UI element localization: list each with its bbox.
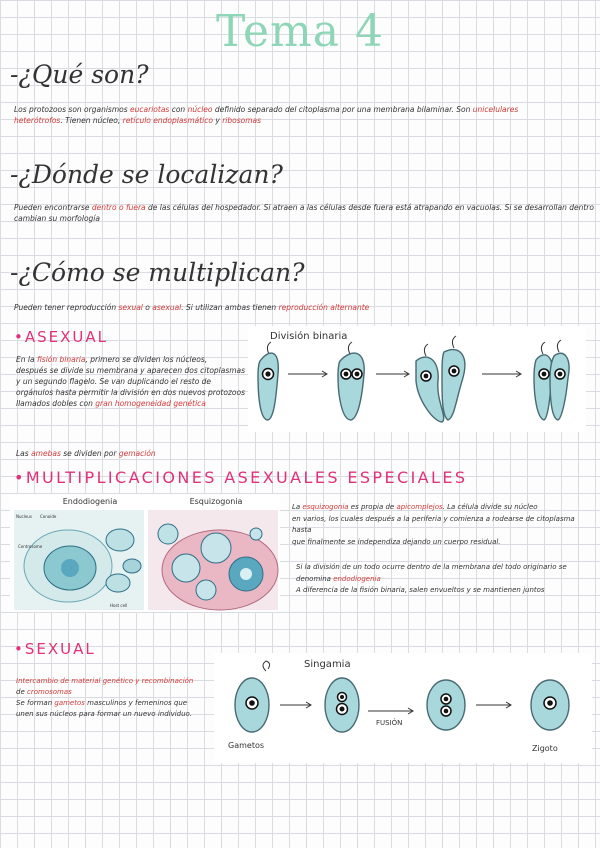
heading-que-son: -¿Qué son? [10, 60, 149, 89]
endodiogenia-esquizogonia-figure [10, 494, 280, 612]
paragraph-esquizogonia: La esquizogonia es propia de apicomplejos. La célula divide su núcleo en varios, los cuales después a la periferia y comienza a rodearse de citoplasma hasta que finalmente se independiza dejando un cuerpo residual. [292, 503, 575, 546]
paragraph-amebas: Las amebas se dividen por gemación [16, 449, 156, 458]
paragraph-que-son: Los protozoos son organismos eucariotas con núcleo definido separado del citoplasma por una membrana bilaminar. Son unicelulares heterótrofos. Tienen núcleo, retículo endoplasmático y ribosomas [14, 105, 519, 125]
page-title: Tema 4 [216, 6, 384, 57]
paragraph-sexual: Intercambio de material genético y recombinación de cromosomas Se forman gametos masculinos y femeninos que unen sus núcleos para formar un nuevo individuo. [16, 677, 194, 718]
label-centrosome: Centrosome [18, 544, 43, 549]
esquizogonia-caption: Esquizogonia [189, 497, 243, 506]
zigoto-cell [531, 680, 569, 730]
subheading-multiplicaciones-especiales: •MULTIPLICACIONES ASEXUALES ESPECIALES [14, 468, 468, 487]
heading-donde-se-localizan: -¿Dónde se localizan? [10, 160, 283, 189]
singamia-caption: Singamia [304, 659, 351, 670]
zigoto-label: Zigoto [532, 744, 558, 753]
heading-como-se-multiplican: -¿Cómo se multiplican? [10, 258, 305, 287]
gameto-cells-fusing [325, 678, 359, 732]
division-binaria-caption: División binaria [270, 331, 348, 342]
subheading-asexual: •ASEXUAL [14, 328, 108, 346]
protozoo-cell-dividing [338, 342, 364, 420]
fused-cell [427, 680, 465, 730]
division-binaria-figure [248, 326, 586, 432]
paragraph-asexual: En la fisión binaria, primero se dividen los núcleos, después se divide su membrana y aparecen dos citoplasmas y un segundo flagelo. Se van duplicando el resto de orgánulos hasta permitir la división en dos nuevos protozoos llamados dobles con gran homogeneidad genética [16, 355, 246, 408]
singamia-figure [214, 653, 592, 763]
subheading-sexual: •SEXUAL [14, 640, 96, 658]
paragraph-como: Pueden tener reproducción sexual o asexual. Si utilizan ambas tienen reproducción alternante [14, 303, 370, 312]
endodiogenia-caption: Endodiogenia [62, 497, 118, 506]
label-host-cell: Host cell [110, 603, 128, 608]
protozoo-cells-splitting [416, 336, 465, 422]
protozoo-daughter-cells [534, 340, 569, 420]
paragraph-endodiogenia: Si la división de un todo ocurre dentro de la membrana del todo originario se denomina endodiogenia A diferencia de la fisión binaria, salen envueltos y se mantienen juntos [296, 563, 567, 594]
paragraph-donde: Pueden encontrarse dentro o fuera de las células del hospedador. Si atraen a las células desde fuera está atrapando en vacuolas. Si se desarrollan dentro cambian su morfología [14, 203, 594, 223]
gametos-label: Gametos [228, 741, 265, 750]
label-conoide: Conoide [40, 514, 57, 519]
fusion-label: FUSIÓN [376, 719, 403, 727]
label-nucleus: Nucleus [16, 514, 32, 519]
gameto-cell [235, 661, 270, 732]
protozoo-cell [258, 342, 278, 420]
